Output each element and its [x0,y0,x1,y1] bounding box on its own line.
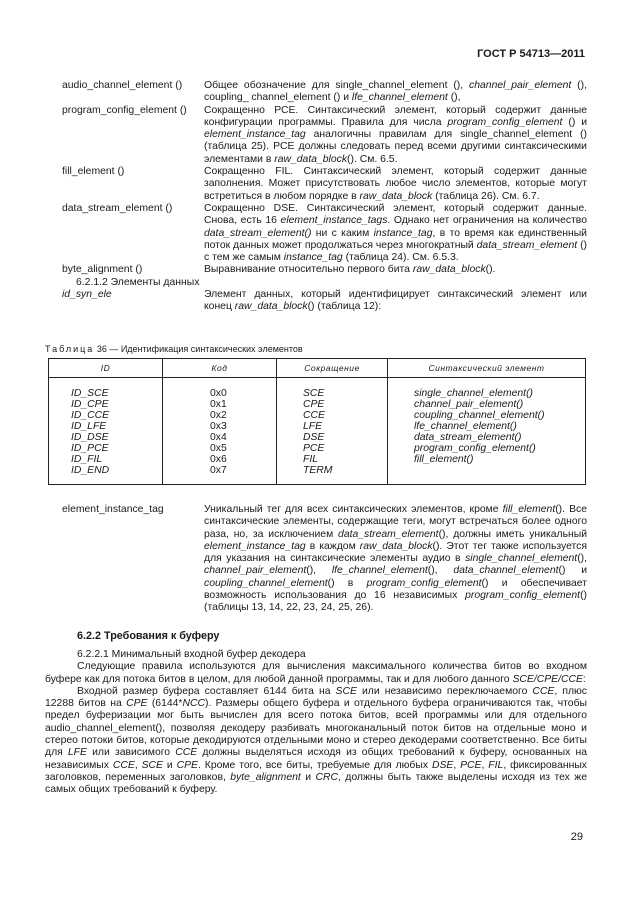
table-cell: SCE [277,378,388,400]
table-cell: 0x1 [163,399,277,410]
table-cell: 0x5 [163,443,277,454]
table-cell: coupling_channel_element() [388,410,586,421]
definition-term: fill_element () [62,166,125,178]
table-cell: TERM [277,465,388,485]
definition-term: audio_channel_element () [62,80,183,91]
definition-text: Общее обозначение для single_channel_element (), channel_pair_element (), coupling_ channel_element () и lfe_channel_element (), [204,80,587,104]
table-cell: ID_DSE [49,432,163,443]
table-cell: fill_element() [388,454,586,465]
table-cell: 0x3 [163,421,277,432]
table-caption-text: 36 — Идентификация синтаксических элементов [96,344,303,354]
definition-text: Выравнивание относительно первого бита raw_data_block(). [204,264,496,276]
table-cell: ID_END [49,465,163,485]
table-row [49,465,586,485]
subsection-heading: 6.2.1.2 Элементы данных [76,276,200,288]
table-cell: 0x0 [163,378,277,400]
definition-term-italic: id_syn_ele [62,289,112,301]
table-cell: PCE [277,443,388,454]
table-row [49,432,586,443]
definition-row [62,289,587,314]
table-body [49,378,586,485]
table-row [49,410,586,421]
table-cell: LFE [277,421,388,432]
table-cell [388,465,586,485]
body-text [45,649,587,797]
table-cell: 0x7 [163,465,277,485]
paragraph: Следующие правила используются для вычисления максимального количества битов во входном буфере как для потока битов в целом, для любой данной программы, так и для любого данного SCE/CPE/CCE: [45,661,587,685]
definition-row [62,504,587,615]
table-cell: CPE [277,399,388,410]
table-row [49,421,586,432]
table-header-row [49,359,586,378]
table-cell: program_config_element() [388,443,586,454]
table-cell: ID_CPE [49,399,163,410]
table-cell: ID_PCE [49,443,163,454]
table-cell: channel_pair_element() [388,399,586,410]
table-cell: ID_CCE [49,410,163,421]
definition-term: element_instance_tag [62,504,164,515]
definition-text: Уникальный тег для всех синтаксических элементов, кроме fill_element(). Все синтаксические элементы, содержащие теги, могут встречаться более одного раза, но, за исключением data_stream_element(), должны иметь уникальный element_instance_tag в каждом raw_data_block(). Этот тег также используется для указания на синтаксические элементы аудио в single_channel_element(), channel_pair_element(), lfe_channel_element(), data_channel_element() и coupling_channel_element() в program_config_element() и обеспечивает возможность использования до 16 независимых program_config_element() (таблицы 13, 14, 22, 23, 24, 25, 26). [204,504,587,614]
definition-text: Элемент данных, который идентифицирует синтаксический элемент или конец raw_data_block() (таблица 12): [204,289,587,313]
definition-text: Сокращенно DSE. Синтаксический элемент, который содержит данные. Снова, есть 16 element_instance_tags. Однако нет ограничения на количество data_stream_element() ни с каким instance_tag, в то время как единственный поток данных может продолжаться через многократный data_stream_element () с тем же самым instance_tag (таблица 24). См. 6.5.3. [204,202,587,264]
syntax-elements-table [48,358,586,485]
definition-row [62,80,587,105]
definition-row [62,105,587,166]
definition-text: Сокращенно FIL. Синтаксический элемент, который содержит данные заполнения. Может присутствовать любое число элементов, которые могут встретиться в любом порядке в raw_data_block (таблица 26). См. 6.7. [204,166,587,202]
table-cell: 0x4 [163,432,277,443]
table-cell: DSE [277,432,388,443]
definition-term: data_stream_element () [62,202,173,214]
standard-header: ГОСТ Р 54713—2011 [477,48,585,60]
element-instance-tag-definition [62,504,587,615]
table-cell: CCE [277,410,388,421]
definition-list [62,80,587,314]
table-cell: ID_LFE [49,421,163,432]
column-header: Код [163,359,277,378]
table-cell: lfe_channel_element() [388,421,586,432]
definition-row [62,264,587,276]
paragraph: Входной размер буфера составляет 6144 бита на SCE или независимо переключаемого CCE, плюс 12288 битов на CPE (6144*NCC). Размеры общего буфера и отдельного буфера ограничиваются так, чтобы предел буферизации мог быть вычислен для всего потока битов, всей программы или для отдельного audio_channel_element(), позволяя декодеру разбивать многоканальный поток битов на отдельные моно и стерео потоки битов, которые декодируются отдельными моно и стерео декодерами соответственно. Все биты для LFE или зависимого CCE должны выделяться исходя из общих требований к буферу, основанных на независимых CCE, SCE и CPE. Кроме того, все биты, требуемые для любых DSE, PCE, FIL, фиксированных заголовков, переменных заголовков, byte_alignment и CRC, должны быть также выделены исходя из тех же самых общих требований к буферу. [45,685,588,796]
paragraph: 6.2.2.1 Минимальный входной буфер декодера [77,649,306,660]
table-row [49,378,586,400]
column-header: Сокращение [277,359,388,378]
table-cell: ID_SCE [49,378,163,400]
definition-row [62,203,587,264]
table-cell: single_channel_element() [388,378,586,400]
column-header: Синтаксический элемент [388,359,586,378]
table-cell: FIL [277,454,388,465]
table-cell: ID_FIL [49,454,163,465]
table-caption-label: Таблица [45,344,95,354]
definition-row [62,166,587,203]
table-row [49,399,586,410]
table-cell: 0x2 [163,410,277,421]
definition-term [62,289,204,314]
definition-term: program_config_element () [62,104,187,116]
definition-term: byte_alignment () [62,264,143,276]
table-cell: data_stream_element() [388,432,586,443]
definition-text: Сокращенно РСЕ. Синтаксический элемент, который содержит данные конфигурации программы. Правила для числа program_config_element () и element_instance_tag аналогичны правилам для single_channel_element () (таблица 25). РСЕ должны следовать перед всеми другими синтаксическими элементами в raw_data_block(). См. 6.5. [204,104,587,165]
table-cell: 0x6 [163,454,277,465]
page-number: 29 [570,831,583,843]
section-heading: 6.2.2 Требования к буферу [77,630,220,642]
table-row [49,443,586,454]
table-row [49,454,586,465]
column-header: ID [49,359,163,378]
table-caption [45,343,303,355]
